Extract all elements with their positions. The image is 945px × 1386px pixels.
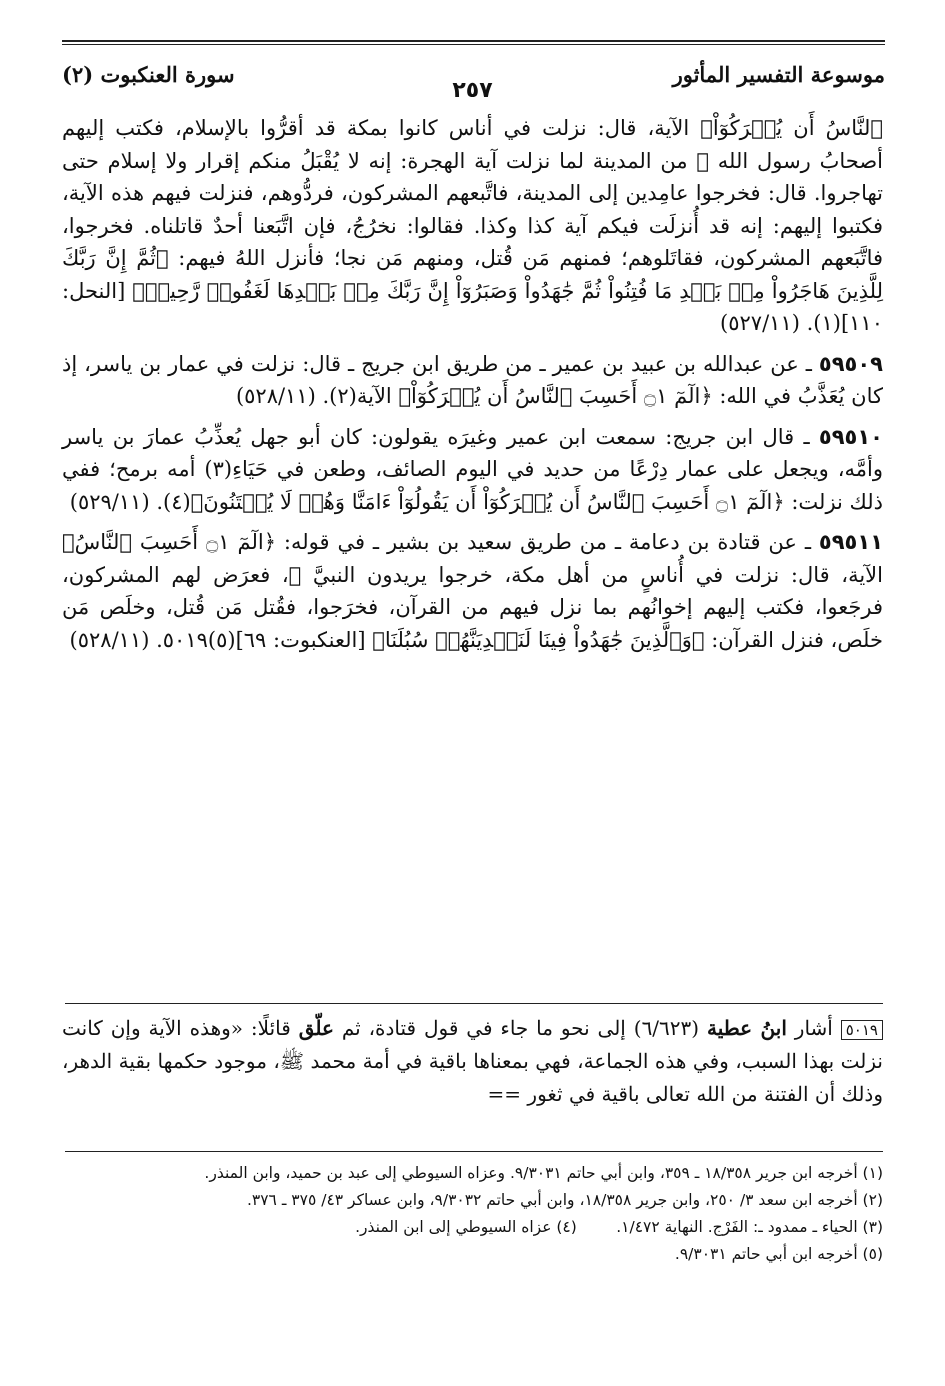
page-number-wrap [0,78,945,108]
note-lead: أشار [786,1016,841,1040]
page-number: ٢٥٧ [442,78,502,103]
hadith-number: ٥٩٥٠٩ [818,351,883,376]
footnote-3: (٣) الحياء ـ ممدود ـ: الفَرْج. النهاية ١/٤٧٢. [616,1218,883,1236]
paragraph-continuation: ٱلنَّاسُ أَن يُتۡرَكُوٓاْ﴾ الآية، قال: نزلت في أناس كانوا بمكة قد أقرُّوا بالإسلام، فكتب إليهم أصحابُ رسول الله ﷺ من المدينة لما نزلت آية الهجرة: إنه لا يُقْبَلُ منكم إقرار ولا إسلام حتى تهاجروا. قال: فخرجوا عامِدين إلى المدينة، فاتَّبعهم المشركون، فردُّوهم، فنزلت فيهم هذه الآية، فكتبوا إليهم: إنه قد أُنزلَت فيكم آية كذا وكذا. فقالوا: نخرُجُ، فإن اتَّبَعنا أحدٌ قاتلناه. فخرجوا، فاتَّبَعهم المشركون، فقاتَلوهم؛ فمنهم مَن قُتل، ومنهم مَن نجا؛ فأنزل اللهُ فيهم: ﴿ثُمَّ إِنَّ رَبَّكَ لِلَّذِينَ هَاجَرُواْ مِنۢ بَعۡدِ مَا فُتِنُواْ ثُمَّ جَٰهَدُواْ وَصَبَرُوٓاْ إِنَّ رَبَّكَ مِنۢ بَعۡدِهَا لَغَفُورٞ رَّحِيمٞ﴾ [النحل: ١١٠](١). (٥٢٧/١١) [62,116,883,335]
hadith-text: ـ عن عبدالله بن عبيد بن عمير ـ من طريق ابن جريج ـ قال: نزلت في عمار بن ياسر، إذ كان يُعَذَّبُ في الله: ﴿الٓمٓ ۝١ أَحَسِبَ ٱلنَّاسُ أَن يُتۡرَكُوٓاْ﴾ الآية(٢). (٥٢٨/١١) [62,351,883,408]
hadith-text: ـ عن قتادة بن دعامة ـ من طريق سعيد بن بشير ـ في قوله: ﴿الٓمٓ ۝١ أَحَسِبَ ٱلنَّاسُ﴾ الآية، قال: نزلت في أُناسٍ من أهل مكة، خرجوا يريدون النبيَّ ﷺ، فعرَض لهم المشركون، فرجَعوا، فكتب إليهم إخوانُهم بما نزل فيهم من القرآن، فخرَجوا، فقُتل مَن قُتل، وخلَص مَن خلَص، فنزل القرآن: ﴿وَٱلَّذِينَ جَٰهَدُواْ فِينَا لَنَهۡدِيَنَّهُمۡ سُبُلَنَا﴾ [العنكبوت: ٦٩](٥)٥٠١٩. (٥٢٨/١١) [62,530,883,652]
note-number-box: ٥٠١٩ [841,1020,883,1040]
header-rule-thin [62,44,885,45]
hadith-59511 [62,526,883,656]
note-commented: علّق [298,1016,334,1040]
book-title: موسوعة التفسير المأثور [672,62,885,87]
footnote-5: (٥) أخرجه ابن أبي حاتم ٩/٣٠٣١. [674,1245,883,1263]
hadith-59509 [62,348,883,413]
note-mid: (٦/٦٢٣) إلى نحو ما جاء في قول قتادة، ثم [333,1016,707,1040]
hadith-number: ٥٩٥١١ [818,530,884,554]
footnote-1: (١) أخرجه ابن جرير ١٨/٣٥٨ ـ ٣٥٩، وابن أبي حاتم ٩/٣٠٣١. وعزاه السيوطي إلى عبد بن حميد، وابن المنذر. [204,1164,883,1182]
footnote-3-4 [62,1214,883,1241]
footnotes [62,1160,883,1268]
hadith-number: ٥٩٥١٠ [818,424,883,449]
footnote-4: (٤) عزاه السيوطي إلى ابن المنذر. [355,1218,577,1236]
main-text [62,112,883,664]
hadith-59510 [62,421,883,519]
note-name-ibn-atiyya: ابنُ عطية [706,1016,787,1040]
note-rest: قائلًا: «وهذه الآية وإن كانت نزلت بهذا السبب، وفي هذه الجماعة، فهي بمعناها باقية في أمة محمد ﷺ، موجود حكمها بقية الدهر، وذلك أن الفتنة من الله تعالى باقية في ثغور == [62,1016,883,1106]
footnotes-rule [65,1151,883,1152]
surah-title: سورة العنكبوت (٢) [62,62,235,87]
header-rule [62,40,885,42]
commentary-rule [65,1003,883,1004]
hadith-text: ـ قال ابن جريج: سمعت ابن عمير وغيرَه يقولون: كان أبو جهل يُعذِّبُ عمارَ بن ياسر وأمَّه، ويجعل على عمار دِرْعًا من حديد في اليوم الصائف، وطعن في حَيَاءِ(٣) أمه برمح؛ ففي ذلك نزلت: ﴿الٓمٓ ۝١ أَحَسِبَ ٱلنَّاسُ أَن يُتۡرَكُوٓاْ أَن يَقُولُوٓاْ ءَامَنَّا وَهُمۡ لَا يُفۡتَنُونَ﴾(٤). (٥٢٩/١١) [62,424,883,514]
footnote-2: (٢) أخرجه ابن سعد ٣/ ٢٥٠، وابن جرير ١٨/٣٥٨، وابن أبي حاتم ٩/٣٠٣٢، وابن عساكر ٤٣/ ٣٧٥ ـ ٣٧٦. [246,1191,883,1209]
commentary-note [62,1012,883,1111]
